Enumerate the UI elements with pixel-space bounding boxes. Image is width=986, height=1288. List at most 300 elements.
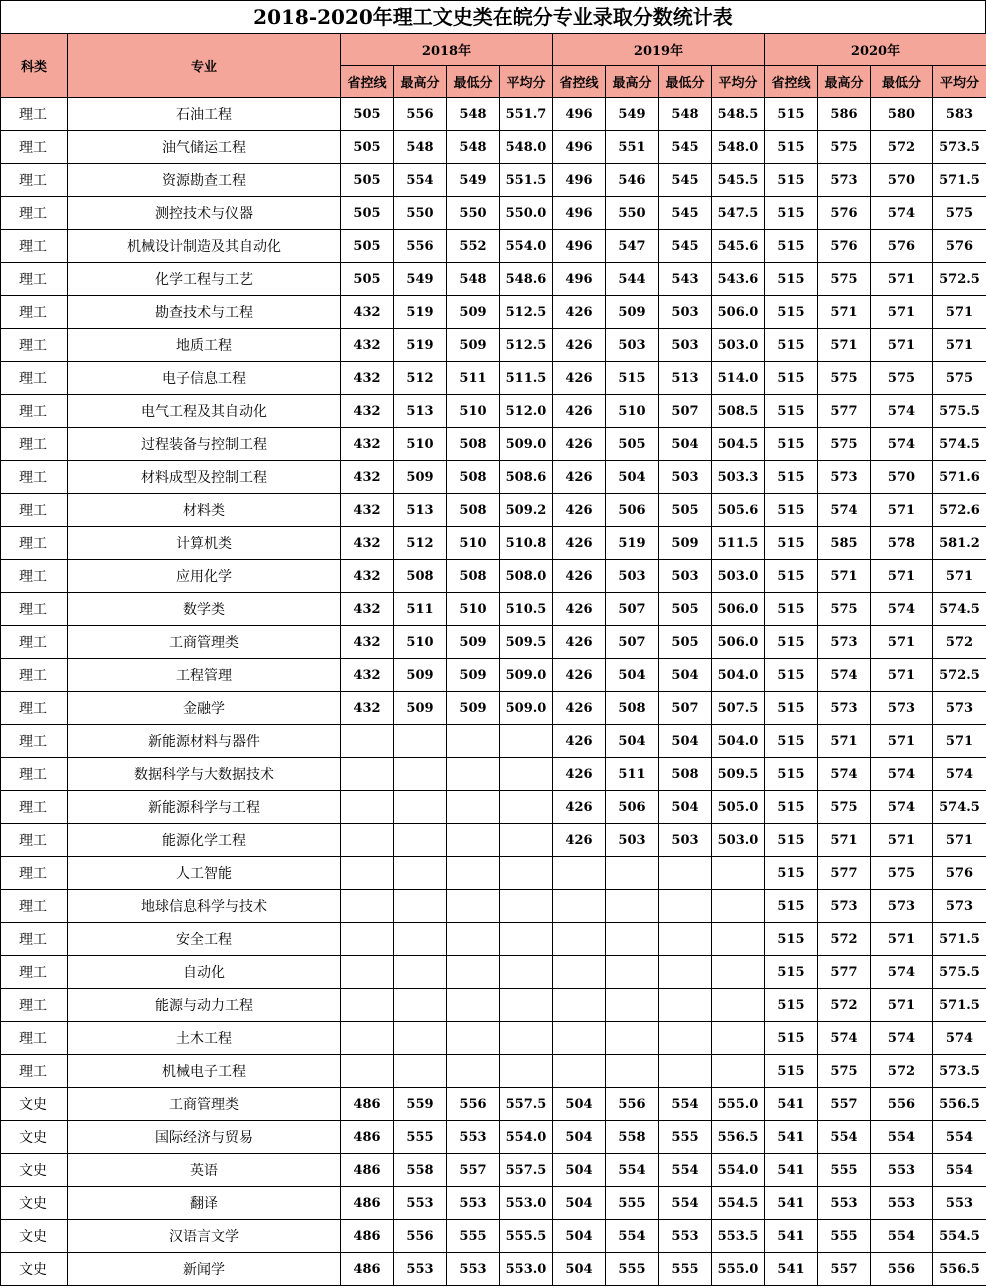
score-cell	[500, 857, 553, 890]
score-cell: 571	[871, 329, 933, 362]
score-cell	[500, 791, 553, 824]
score-cell: 576	[871, 230, 933, 263]
score-cell: 496	[553, 197, 606, 230]
score-cell: 556	[871, 1253, 933, 1286]
score-cell: 509.2	[500, 494, 553, 527]
score-cell: 506.0	[712, 626, 765, 659]
score-cell: 574.5	[933, 791, 986, 824]
category-cell: 文史	[1, 1253, 68, 1286]
score-cell: 496	[553, 98, 606, 131]
score-cell	[394, 758, 447, 791]
score-cell: 515	[765, 428, 818, 461]
score-cell: 515	[765, 989, 818, 1022]
score-cell: 503	[659, 824, 712, 857]
score-cell: 571	[818, 824, 871, 857]
score-cell: 508	[447, 560, 500, 593]
score-cell: 503	[606, 329, 659, 362]
score-cell	[606, 1055, 659, 1088]
score-cell: 515	[765, 197, 818, 230]
score-cell: 504	[659, 428, 712, 461]
score-cell	[447, 890, 500, 923]
major-cell: 过程装备与控制工程	[68, 428, 341, 461]
category-cell: 理工	[1, 758, 68, 791]
score-cell: 571	[933, 725, 986, 758]
score-cell: 432	[341, 296, 394, 329]
score-cell: 574	[871, 956, 933, 989]
score-cell: 556	[394, 1220, 447, 1253]
score-cell: 576	[818, 230, 871, 263]
score-cell: 515	[765, 791, 818, 824]
score-cell: 508	[394, 560, 447, 593]
score-cell: 504	[553, 1154, 606, 1187]
score-cell: 507	[659, 692, 712, 725]
score-cell: 572.6	[933, 494, 986, 527]
score-cell: 509.0	[500, 659, 553, 692]
header-year-2019: 2019年	[553, 34, 765, 66]
score-cell: 573	[933, 692, 986, 725]
score-cell: 550	[606, 197, 659, 230]
table-row	[1, 197, 986, 230]
score-cell: 505	[341, 164, 394, 197]
score-cell: 503	[659, 296, 712, 329]
score-cell: 426	[553, 593, 606, 626]
score-cell: 554	[871, 1121, 933, 1154]
major-cell: 翻译	[68, 1187, 341, 1220]
score-cell: 515	[765, 98, 818, 131]
score-cell	[341, 989, 394, 1022]
score-cell	[447, 1055, 500, 1088]
score-cell: 576	[933, 230, 986, 263]
table-row	[1, 626, 986, 659]
major-cell: 资源勘查工程	[68, 164, 341, 197]
score-cell	[500, 956, 553, 989]
score-cell	[341, 791, 394, 824]
score-cell: 515	[765, 527, 818, 560]
score-cell: 574	[871, 758, 933, 791]
score-cell: 550.0	[500, 197, 553, 230]
table-row	[1, 560, 986, 593]
score-cell	[500, 1022, 553, 1055]
score-cell: 515	[765, 263, 818, 296]
score-cell: 510	[606, 395, 659, 428]
score-cell	[394, 989, 447, 1022]
major-cell: 英语	[68, 1154, 341, 1187]
score-cell: 558	[394, 1154, 447, 1187]
score-cell: 546	[606, 164, 659, 197]
score-cell: 555	[394, 1121, 447, 1154]
table-title: 2018-2020年理工文史类在皖分专业录取分数统计表	[0, 0, 986, 33]
score-cell: 515	[765, 1055, 818, 1088]
score-cell: 426	[553, 725, 606, 758]
score-cell: 506	[606, 494, 659, 527]
major-cell: 金融学	[68, 692, 341, 725]
score-cell: 573	[818, 692, 871, 725]
category-cell: 理工	[1, 527, 68, 560]
score-cell	[500, 989, 553, 1022]
table-row	[1, 329, 986, 362]
category-cell: 理工	[1, 824, 68, 857]
score-cell: 575	[871, 362, 933, 395]
score-cell	[606, 857, 659, 890]
score-cell	[659, 890, 712, 923]
table-row	[1, 956, 986, 989]
score-cell: 556	[871, 1088, 933, 1121]
score-cell: 505	[659, 494, 712, 527]
score-cell: 515	[765, 626, 818, 659]
score-cell: 541	[765, 1088, 818, 1121]
score-cell: 426	[553, 659, 606, 692]
score-cell: 504.0	[712, 725, 765, 758]
score-cell: 553.5	[712, 1220, 765, 1253]
score-cell	[712, 890, 765, 923]
table-row	[1, 131, 986, 164]
score-cell: 574	[871, 593, 933, 626]
score-cell: 545	[659, 164, 712, 197]
score-cell: 550	[394, 197, 447, 230]
score-cell: 504.5	[712, 428, 765, 461]
score-cell	[341, 758, 394, 791]
major-cell: 材料类	[68, 494, 341, 527]
category-cell: 理工	[1, 494, 68, 527]
score-cell: 515	[765, 725, 818, 758]
score-cell: 554	[933, 1121, 986, 1154]
score-cell: 509.5	[500, 626, 553, 659]
score-cell: 508	[447, 428, 500, 461]
score-cell: 510.5	[500, 593, 553, 626]
score-cell: 432	[341, 428, 394, 461]
score-cell: 553.0	[500, 1187, 553, 1220]
score-cell: 515	[765, 230, 818, 263]
score-cell: 574	[933, 1022, 986, 1055]
score-cell: 555	[606, 1253, 659, 1286]
score-cell: 574	[933, 758, 986, 791]
score-cell: 573	[818, 626, 871, 659]
score-cell: 551.5	[500, 164, 553, 197]
category-cell: 理工	[1, 329, 68, 362]
table-row	[1, 593, 986, 626]
score-cell: 432	[341, 395, 394, 428]
score-cell	[341, 890, 394, 923]
score-cell	[606, 923, 659, 956]
category-cell: 理工	[1, 461, 68, 494]
table-row	[1, 527, 986, 560]
category-cell: 文史	[1, 1088, 68, 1121]
major-cell: 人工智能	[68, 857, 341, 890]
score-cell: 486	[341, 1088, 394, 1121]
score-cell: 503	[659, 329, 712, 362]
major-cell: 材料成型及控制工程	[68, 461, 341, 494]
table-row	[1, 98, 986, 131]
score-cell: 550	[447, 197, 500, 230]
score-cell: 504	[553, 1187, 606, 1220]
score-cell: 509	[447, 296, 500, 329]
score-cell: 586	[818, 98, 871, 131]
score-cell	[394, 791, 447, 824]
table-row	[1, 395, 986, 428]
score-cell: 507	[606, 626, 659, 659]
table-row	[1, 824, 986, 857]
score-cell: 571	[933, 296, 986, 329]
score-cell: 556	[394, 230, 447, 263]
score-cell: 504	[659, 791, 712, 824]
score-cell: 573	[871, 890, 933, 923]
score-cell: 512.5	[500, 296, 553, 329]
score-cell	[659, 1055, 712, 1088]
score-cell: 512	[394, 362, 447, 395]
category-cell: 理工	[1, 296, 68, 329]
score-cell: 506	[606, 791, 659, 824]
score-cell: 504	[553, 1220, 606, 1253]
subheader-min-score: 最低分	[871, 66, 933, 98]
score-cell: 557	[818, 1253, 871, 1286]
score-cell: 513	[659, 362, 712, 395]
score-cell: 554	[659, 1187, 712, 1220]
category-cell: 理工	[1, 989, 68, 1022]
score-cell: 571	[871, 494, 933, 527]
score-cell: 519	[394, 329, 447, 362]
score-cell	[553, 923, 606, 956]
category-cell: 理工	[1, 791, 68, 824]
score-cell: 558	[606, 1121, 659, 1154]
score-cell: 575	[933, 197, 986, 230]
table-row	[1, 692, 986, 725]
score-cell: 575.5	[933, 956, 986, 989]
score-cell: 508.5	[712, 395, 765, 428]
score-cell: 504.0	[712, 659, 765, 692]
score-cell: 514.0	[712, 362, 765, 395]
category-cell: 理工	[1, 725, 68, 758]
score-cell: 426	[553, 461, 606, 494]
score-cell: 426	[553, 527, 606, 560]
score-cell: 574	[871, 1022, 933, 1055]
table-row	[1, 857, 986, 890]
score-cell: 515	[765, 131, 818, 164]
score-cell	[341, 824, 394, 857]
score-cell: 512	[394, 527, 447, 560]
score-cell: 553	[659, 1220, 712, 1253]
score-cell	[712, 923, 765, 956]
major-cell: 计算机类	[68, 527, 341, 560]
score-cell: 541	[765, 1154, 818, 1187]
score-cell: 574	[871, 197, 933, 230]
score-cell: 572	[871, 131, 933, 164]
score-cell: 571.5	[933, 989, 986, 1022]
score-cell: 554	[659, 1154, 712, 1187]
score-cell: 575	[818, 131, 871, 164]
major-cell: 汉语言文学	[68, 1220, 341, 1253]
score-cell: 574	[818, 1022, 871, 1055]
score-cell: 515	[765, 494, 818, 527]
score-cell	[447, 923, 500, 956]
score-cell: 513	[394, 395, 447, 428]
score-cell: 519	[394, 296, 447, 329]
score-cell: 512.5	[500, 329, 553, 362]
score-cell: 510	[447, 527, 500, 560]
score-cell: 505	[341, 197, 394, 230]
score-cell: 508	[447, 494, 500, 527]
score-cell: 426	[553, 626, 606, 659]
score-cell: 509	[447, 626, 500, 659]
category-cell: 文史	[1, 1220, 68, 1253]
score-cell	[394, 1022, 447, 1055]
score-cell: 556	[606, 1088, 659, 1121]
score-cell: 515	[765, 692, 818, 725]
score-cell: 507	[606, 593, 659, 626]
category-cell: 文史	[1, 1187, 68, 1220]
score-cell: 432	[341, 494, 394, 527]
score-cell: 515	[765, 395, 818, 428]
score-cell	[394, 890, 447, 923]
score-cell: 515	[765, 956, 818, 989]
score-cell: 555	[447, 1220, 500, 1253]
score-cell: 571.5	[933, 923, 986, 956]
score-cell: 575	[871, 857, 933, 890]
score-cell: 553	[871, 1187, 933, 1220]
score-cell: 432	[341, 461, 394, 494]
score-cell	[606, 890, 659, 923]
score-cell: 515	[765, 560, 818, 593]
score-cell: 504	[659, 725, 712, 758]
major-cell: 测控技术与仪器	[68, 197, 341, 230]
score-cell: 574	[871, 428, 933, 461]
score-cell: 515	[765, 890, 818, 923]
score-cell: 510	[447, 395, 500, 428]
score-cell	[341, 956, 394, 989]
score-cell: 503.0	[712, 329, 765, 362]
score-cell: 505	[606, 428, 659, 461]
major-cell: 数据科学与大数据技术	[68, 758, 341, 791]
score-cell: 508	[447, 461, 500, 494]
score-cell: 553.0	[500, 1253, 553, 1286]
score-cell: 507	[659, 395, 712, 428]
score-cell	[712, 989, 765, 1022]
score-cell: 486	[341, 1154, 394, 1187]
score-cell: 556.5	[933, 1088, 986, 1121]
score-cell: 515	[765, 857, 818, 890]
score-cell: 513	[394, 494, 447, 527]
score-cell	[394, 956, 447, 989]
score-cell: 555	[659, 1253, 712, 1286]
score-cell: 510	[394, 428, 447, 461]
table-row	[1, 791, 986, 824]
category-cell: 理工	[1, 428, 68, 461]
score-cell: 575	[818, 1055, 871, 1088]
major-cell: 能源与动力工程	[68, 989, 341, 1022]
table-row	[1, 1187, 986, 1220]
score-cell: 426	[553, 692, 606, 725]
score-cell: 571	[871, 923, 933, 956]
score-cell: 496	[553, 263, 606, 296]
score-cell	[341, 725, 394, 758]
score-cell	[394, 857, 447, 890]
score-cell	[553, 1055, 606, 1088]
major-cell: 电子信息工程	[68, 362, 341, 395]
category-cell: 理工	[1, 164, 68, 197]
score-cell: 571	[871, 296, 933, 329]
score-cell: 506.0	[712, 296, 765, 329]
score-cell: 515	[765, 362, 818, 395]
major-cell: 机械设计制造及其自动化	[68, 230, 341, 263]
table-row	[1, 1154, 986, 1187]
major-cell: 国际经济与贸易	[68, 1121, 341, 1154]
score-cell: 511	[447, 362, 500, 395]
table-row	[1, 296, 986, 329]
score-cell: 577	[818, 956, 871, 989]
category-cell: 理工	[1, 1055, 68, 1088]
score-cell: 426	[553, 791, 606, 824]
table-row	[1, 1088, 986, 1121]
header-major: 专业	[68, 34, 341, 98]
score-cell: 554.5	[712, 1187, 765, 1220]
score-cell: 545	[659, 197, 712, 230]
score-cell: 504	[553, 1088, 606, 1121]
header-year-2020: 2020年	[765, 34, 986, 66]
score-cell	[659, 956, 712, 989]
score-cell	[447, 791, 500, 824]
score-cell: 515	[765, 461, 818, 494]
score-cell	[606, 956, 659, 989]
subheader-max-score: 最高分	[818, 66, 871, 98]
score-cell	[447, 758, 500, 791]
score-cell: 504	[606, 659, 659, 692]
score-cell: 571	[818, 725, 871, 758]
score-cell: 572	[933, 626, 986, 659]
major-cell: 机械电子工程	[68, 1055, 341, 1088]
score-cell: 426	[553, 296, 606, 329]
table-row	[1, 659, 986, 692]
score-cell: 512.0	[500, 395, 553, 428]
score-cell: 557	[818, 1088, 871, 1121]
header-category: 科类	[1, 34, 68, 98]
score-cell: 426	[553, 329, 606, 362]
score-table	[0, 33, 986, 1286]
score-cell: 548.0	[500, 131, 553, 164]
score-cell: 559	[394, 1088, 447, 1121]
score-cell: 504	[553, 1121, 606, 1154]
score-cell: 505	[341, 131, 394, 164]
score-cell: 555	[818, 1154, 871, 1187]
table-row	[1, 461, 986, 494]
score-cell: 548.5	[712, 98, 765, 131]
score-cell: 555.5	[500, 1220, 553, 1253]
category-cell: 理工	[1, 890, 68, 923]
score-cell	[500, 725, 553, 758]
header-year-2018: 2018年	[341, 34, 553, 66]
score-cell	[447, 989, 500, 1022]
score-cell: 509	[394, 461, 447, 494]
table-row	[1, 1121, 986, 1154]
score-cell: 574	[871, 395, 933, 428]
score-cell: 509	[447, 329, 500, 362]
major-cell: 工商管理类	[68, 1088, 341, 1121]
score-cell: 572.5	[933, 659, 986, 692]
score-cell: 426	[553, 494, 606, 527]
score-cell: 504	[659, 659, 712, 692]
score-cell	[553, 989, 606, 1022]
score-cell: 505	[659, 593, 712, 626]
score-cell: 571	[871, 659, 933, 692]
score-cell: 505	[341, 98, 394, 131]
score-cell	[341, 857, 394, 890]
category-cell: 理工	[1, 395, 68, 428]
score-cell: 553	[394, 1187, 447, 1220]
category-cell: 理工	[1, 593, 68, 626]
score-cell: 554.5	[933, 1220, 986, 1253]
score-cell: 545	[659, 131, 712, 164]
score-cell: 554	[606, 1154, 659, 1187]
score-cell: 571	[818, 296, 871, 329]
score-cell: 504	[553, 1253, 606, 1286]
